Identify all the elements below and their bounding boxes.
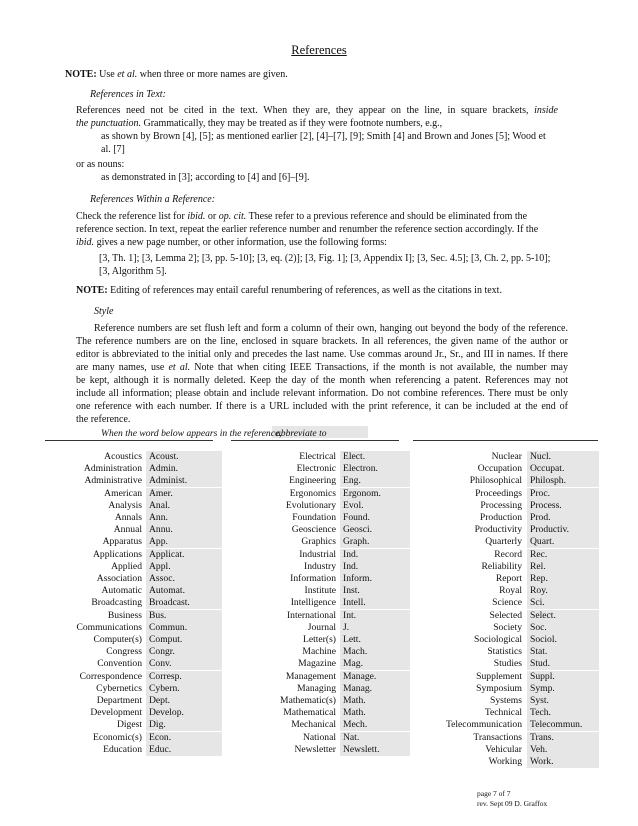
in-text-example-1-line-2: al. [7] [101,144,125,155]
term-full: Sociological [474,634,522,645]
term-full: Proceedings [475,487,522,499]
style-line-1: Reference numbers are set flush left and form a column of their own, hanging out beyond the body of the reference. [94,323,568,334]
term-full: Philosophical [469,475,522,487]
term-abbreviation: Ergonom. [340,488,410,500]
term-full: Graphics [301,536,336,548]
within-l3-ibid: ibid. [76,237,95,248]
term-full: Symposium [476,682,522,694]
term-abbreviation: Lett. [340,634,410,646]
term-full: Analysis [108,499,142,511]
term-abbreviation: Sociol. [527,634,599,646]
term-abbreviation: Dig. [146,719,222,731]
heading-references-in-text: References in Text: [90,89,166,100]
term-full: Electrical [299,451,336,462]
term-abbreviation: Trans. [527,732,599,744]
term-abbreviation: Ind. [340,549,410,561]
term-full: Vehicular [485,743,522,755]
term-full: Managing [297,682,336,694]
term-abbreviation: Manag. [340,683,410,695]
note-etal: et al. [117,69,138,80]
term-abbreviation: Electron. [340,463,410,475]
within-example-line-2: [3, Algorithm 5]. [99,266,167,277]
term-abbreviation: Dept. [146,695,222,707]
term-full: American [104,487,142,499]
term-full: Administration [83,463,142,475]
term-abbreviation: Rep. [527,573,599,585]
term-abbreviation: Evol. [340,500,410,512]
term-abbreviation: Broadcast. [146,597,222,609]
term-abbreviation: Develop. [146,707,222,719]
term-abbreviation: Commun. [146,622,222,634]
term-abbreviation: Cybern. [146,683,222,695]
term-abbreviation: Educ. [146,744,222,756]
term-full: Applications [92,548,142,560]
term-abbreviation: Occupat. [527,463,599,475]
term-abbreviation: Int. [340,610,410,622]
page-title: References [291,43,347,57]
term-full: Electronic [296,463,336,475]
term-full: Information [290,573,336,584]
term-full: Processing [480,499,522,511]
term-full: Selected [489,609,522,621]
term-full: Intelligence [290,597,336,609]
heading-references-within: References Within a Reference: [90,194,216,205]
term-full: Production [479,512,522,523]
term-full: Industry [304,560,336,572]
term-full: Institute [304,585,336,597]
term-full: Nuclear [491,451,522,462]
footer-page-number: page 7 of 7 [477,789,511,798]
term-abbreviation: Assoc. [146,573,222,585]
style-l4-post: Note that when citing IEEE Transactions, if the month is not available, the number may [190,362,568,373]
term-abbreviation: Admin. [146,463,222,475]
term-full: Cybernetics [96,682,142,694]
term-full: Statistics [487,646,522,658]
term-abbreviation: Stat. [527,646,599,658]
term-full: Machine [302,646,336,658]
term-abbreviation: Mach. [340,646,410,658]
term-full: Royal [499,585,522,597]
style-l4-etal: et al. [168,362,191,373]
heading-style: Style [94,306,114,317]
in-text-p2-italic: the punctuation. [76,118,141,129]
style-line-3: editor is abbreviated to the initial only and precedes the last name. Use commas around Jr., Sr., and III in names. If there [76,349,568,360]
in-text-paragraph-line-1 [76,104,558,117]
style-line-7: one reference with each number. If there is a URL included with the print reference, it can be included at the end of [76,401,568,412]
term-abbreviation: Bus. [146,610,222,622]
term-full: Mathematical [283,707,336,719]
table-header-abbreviate: abbreviate to [276,428,327,439]
term-abbreviation: Corresp. [146,671,222,683]
in-text-p2-text: Grammatically, they may be treated as if they were footnote numbers, e.g., [141,118,443,129]
term-full: Occupation [477,463,522,475]
term-full: Evolutionary [285,499,336,511]
term-full: Annals [114,512,142,523]
term-full: Apparatus [102,536,142,548]
note-label: NOTE: [65,69,97,80]
term-abbreviation: Syst. [527,695,599,707]
term-full: Administrative [84,475,142,487]
term-full: Reliability [481,560,522,572]
within-line-3 [76,236,387,249]
style-line-2: The reference numbers are on the line, enclosed in square brackets. In all references, the given name of the author or [76,336,568,347]
term-abbreviation: Math. [340,695,410,707]
term-full: Systems [490,695,522,706]
term-full: Science [492,597,522,609]
term-abbreviation: Geosci. [340,524,410,536]
term-abbreviation: Nat. [340,732,410,744]
term-abbreviation: Applicat. [146,549,222,561]
note-text-pre: Use [96,69,118,80]
note2-text: Editing of references may entail careful renumbering of references, as well as the citations in text. [107,285,502,296]
term-abbreviation: Found. [340,512,410,524]
term-full: Mechanical [291,719,336,731]
style-line-8: the reference. [76,414,131,425]
term-abbreviation: Rel. [527,561,599,573]
term-abbreviation: Intell. [340,597,410,609]
term-full: Association [96,573,142,584]
term-abbreviation: Productiv. [527,524,599,536]
term-abbreviation: Mag. [340,658,410,670]
within-line-2: reference section. In text, repeat the earlier reference number and renumber the reference section accordingly. If the [76,224,539,235]
term-abbreviation: Proc. [527,488,599,500]
term-abbreviation: Administ. [146,475,222,487]
term-abbreviation: Conv. [146,658,222,670]
style-line-6: include all information; please obtain and include relevant information. Do not combine references. There must be only [76,388,568,399]
term-full: Department [96,695,142,706]
term-abbreviation: Congr. [146,646,222,658]
term-full: Engineering [289,475,336,487]
within-example-line-1: [3, Th. 1]; [3, Lemma 2]; [3, pp. 5-10]; [3, eq. (2)]; [3, Fig. 1]; [3, Appendix I]; [3, Sec. 4.5]; [3, Ch. 2, pp. 5-10]; [99,253,551,264]
term-abbreviation: Select. [527,610,599,622]
term-full: Acoustics [104,451,142,462]
term-abbreviation: Stud. [527,658,599,670]
term-full: Business [107,609,142,621]
within-l3-post: gives a new page number, or other information, use the following forms: [94,237,387,248]
term-abbreviation: Comput. [146,634,222,646]
term-abbreviation: Graph. [340,536,410,548]
term-full: Ergonomics [289,487,336,499]
term-full: Report [495,573,522,584]
term-full: Quarterly [485,536,522,548]
term-abbreviation: Process. [527,500,599,512]
term-full: Supplement [476,670,522,682]
term-abbreviation: Soc. [527,622,599,634]
term-full: Correspondence [79,670,142,682]
style-line-5: be kept, although it is normally deleted. Keep the day of the month when referencing a patent. References may not [76,375,568,386]
style-line-4 [76,361,568,374]
within-l1-pre: Check the reference list for [76,211,188,222]
term-abbreviation: Veh. [527,744,599,756]
term-full: Education [103,743,142,755]
term-abbreviation: Math. [340,707,410,719]
term-abbreviation: Symp. [527,683,599,695]
term-abbreviation: Prod. [527,512,599,524]
in-text-paragraph-line-2 [76,117,442,130]
style-l4-pre: are many names, use [76,362,169,373]
term-full: Letter(s) [302,634,336,645]
term-abbreviation: Inst. [340,585,410,597]
term-abbreviation: Telecommun. [527,719,599,731]
term-full: Automatic [101,585,142,597]
in-text-p1-italic: inside [528,105,558,116]
term-full: Convention [97,658,142,670]
term-full: Management [285,670,336,682]
table-top-rule-2 [231,440,399,441]
term-abbreviation: Sci. [527,597,599,609]
term-full: Computer(s) [93,634,142,645]
term-abbreviation: Ind. [340,561,410,573]
term-abbreviation: App. [146,536,222,548]
term-full: Newsletter [294,743,336,755]
term-full: Society [493,621,522,633]
term-full: Economic(s) [92,731,142,743]
footer-revision: rev. Sept 09 D. Graffox [477,799,548,808]
term-full: Productivity [474,524,522,536]
term-abbreviation: Nucl. [527,451,599,463]
note2-label: NOTE: [76,285,108,296]
term-full: Telecommunication [445,719,522,731]
note-editing [76,284,502,297]
within-l1-ibid: ibid. [187,211,206,222]
term-full: Digest [116,719,142,731]
term-full: Record [494,548,522,560]
term-abbreviation: Anal. [146,500,222,512]
term-abbreviation: Econ. [146,732,222,744]
term-full: Transactions [473,731,522,743]
term-abbreviation: Annu. [146,524,222,536]
in-text-example-1-line-1: as shown by Brown [4], [5]; as mentioned earlier [2], [4]–[7], [9]; Smith [4] and Brown and Jones [5]; Wood et [101,131,546,142]
term-full: National [302,731,336,743]
within-l1-mid: or [205,211,219,222]
table-top-rule-3 [413,440,598,441]
term-full: Communications [76,621,142,633]
term-abbreviation: Mech. [340,719,410,731]
term-abbreviation: Amer. [146,488,222,500]
table-top-rule-1 [45,440,213,441]
term-abbreviation: Eng. [340,475,410,487]
note-text-post: when three or more names are given. [137,69,288,80]
term-full: Magazine [298,658,336,670]
term-full: Geoscience [291,524,336,536]
within-l1-opcit: op. cit. [218,211,247,222]
term-abbreviation: Tech. [527,707,599,719]
term-abbreviation: Acoust. [146,451,222,463]
term-full: Annual [113,524,142,536]
note-et-al [65,68,288,81]
term-abbreviation: Roy. [527,585,599,597]
term-full: Development [90,707,142,719]
term-abbreviation: Manage. [340,671,410,683]
term-full: Industrial [299,548,336,560]
term-abbreviation: Ann. [146,512,222,524]
in-text-p1-text: References need not be cited in the text. When they are, they appear on the line, in square brackets, [76,105,529,116]
term-abbreviation: J. [340,622,410,634]
term-abbreviation: Rec. [527,549,599,561]
term-full: Mathematic(s) [280,695,336,706]
term-abbreviation: Philosph. [527,475,599,487]
within-l1-post: These refer to a previous reference and should be eliminated from the [246,211,528,222]
term-abbreviation: Work. [527,756,599,768]
term-full: Technical [484,707,522,719]
or-as-nouns: or as nouns: [76,159,125,170]
term-abbreviation: Suppl. [527,671,599,683]
term-abbreviation: Newslett. [340,744,410,756]
term-abbreviation: Automat. [146,585,222,597]
term-abbreviation: Appl. [146,561,222,573]
in-text-example-2: as demonstrated in [3]; according to [4] and [6]–[9]. [101,172,310,183]
term-full: Congress [106,646,142,658]
term-full: Applied [111,560,142,572]
term-full: Journal [307,621,336,633]
term-full: Broadcasting [91,597,142,609]
term-abbreviation: Inform. [340,573,410,585]
table-header-text: When the word below appears in the reference, [101,428,282,439]
within-line-1 [76,210,527,223]
term-full: Foundation [292,512,336,523]
term-full: Studies [493,658,522,670]
term-abbreviation: Quart. [527,536,599,548]
term-abbreviation: Elect. [340,451,410,463]
term-full: Working [488,756,522,767]
term-full: International [286,609,336,621]
